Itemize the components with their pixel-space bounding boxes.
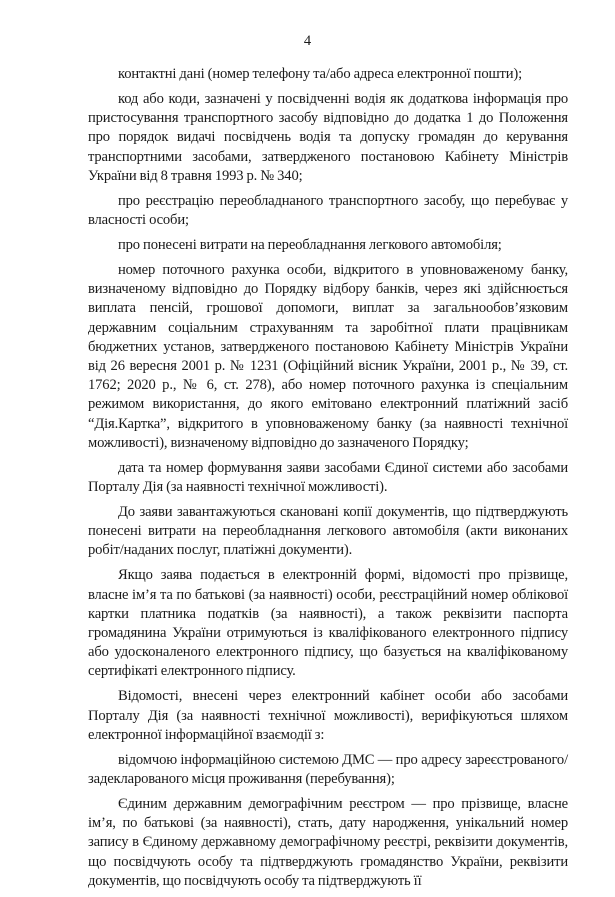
paragraph-bank-account: номер поточного рахунка особи, відкритого в уповноваженому банку, визначеному відповідно до Порядку відбору банків, через які здійснюється виплата пенсій, грошової допомоги, виплат за загальнообов’язковим державним соціальним страхуванням та заробітної плати працівникам бюджетних установ, затвердженого постановою Кабінету Міністрів України від 26 вересня 2001 р. № 1231 (Офіційний вісник України, 2001 р., № 39, ст. 1762; 2020 р., № 6, ст. 278), або номер поточного рахунка із спеціальним режимом використання, до якого емітовано електронний платіжний засіб “Дія.Картка”, відкритого в уповноваженому банку (за наявності технічної можливості), визначеному відповідно до зазначеного Порядку; — [88, 262, 568, 451]
paragraph-application-date: дата та номер формування заяви засобами Єдиної системи або засобами Порталу Дія (за наявності технічної можливості). — [88, 459, 568, 496]
paragraph-vehicle-registration: про реєстрацію переобладнаного транспортного засобу, що перебуває у власності особи; — [88, 192, 568, 229]
page-number: 4 — [303, 33, 312, 49]
paragraph-dms-system: відомчою інформаційною системою ДМС — про адресу зареєстрованого/задекларованого місця проживання (перебування); — [88, 751, 568, 788]
document-body — [88, 65, 568, 897]
paragraph-verification: Відомості, внесені через електронний кабінет особи або засобами Порталу Дія (за наявності технічної можливості), верифікуються шляхом електронної інформаційної взаємодії з: — [88, 688, 568, 743]
paragraph-contact-details: контактні дані (номер телефону та/або адреса електронної пошти); — [118, 66, 523, 82]
paragraph-conversion-expenses: про понесені витрати на переобладнання легкового автомобіля; — [118, 237, 502, 254]
paragraph-electronic-form: Якщо заява подається в електронній формі, відомості про прізвище, власне ім’я та по батькові (за наявності) особи, реєстраційний номер облікової картки платника податків (за наявності), а також реквізити паспорта громадянина України отримуються із кваліфікованого електронного підпису або удосконаленого електронного підпису, що базується на кваліфікованому сертифікаті електронного підпису. — [88, 567, 568, 680]
paragraph-scanned-documents: До заяви завантажуються скановані копії документів, що підтверджують понесені витрати на переобладнання легкового автомобіля (акти виконаних робіт/наданих послуг, платіжні документи). — [88, 504, 568, 559]
paragraph-driver-license-codes: код або коди, зазначені у посвідченні водія як додаткова інформація про пристосування транспортного засобу відповідно до додатка 1 до Положення про порядок видачі посвідчень водія та допуску громадян до керування транспортними засобами, затвердженого постановою Кабінету Міністрів України від 8 травня 1993 р. № 340; — [88, 91, 568, 184]
paragraph-demographic-registry: Єдиним державним демографічним реєстром — про прізвище, власне ім’я, по батькові (за наявності), стать, дату народження, унікальний номер запису в Єдиному державному демографічному реєстрі, реквізити документів, що посвідчують особу та підтверджують громадянство України, реквізити документів, що посвідчують особу та підтверджують її — [88, 796, 568, 889]
